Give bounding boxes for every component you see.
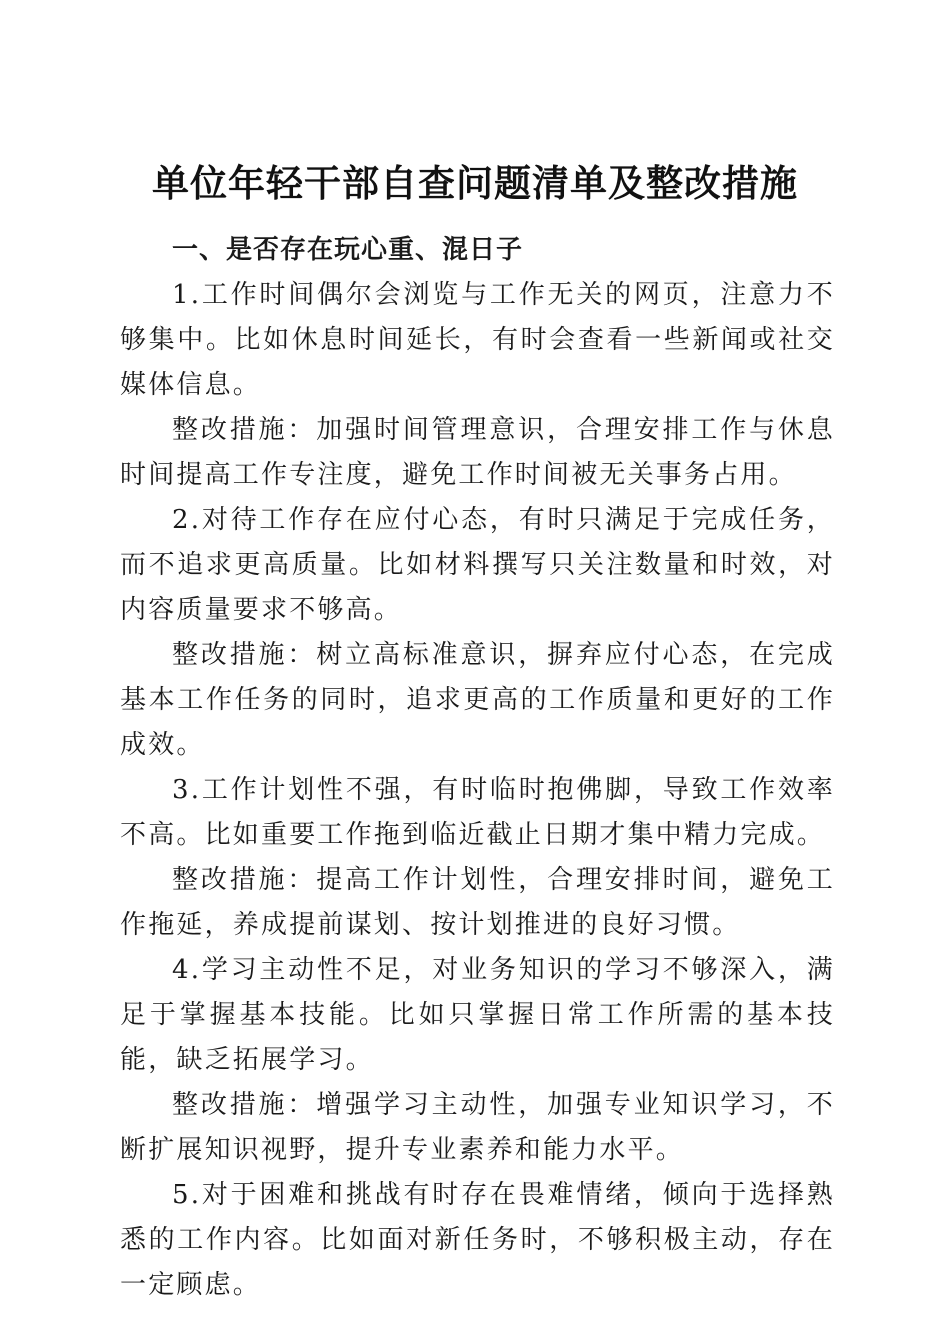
- issue-paragraph-3: 3.工作计划性不强，有时临时抱佛脚，导致工作效率不高。比如重要工作拖到临近截止日期才集中精力完成。: [120, 775, 835, 850]
- issue-paragraph-2: 2.对待工作存在应付心态，有时只满足于完成任务，而不追求更高质量。比如材料撰写只关注数量和时效，对内容质量要求不够高。: [120, 505, 835, 625]
- issue-paragraph-1: 1.工作时间偶尔会浏览与工作无关的网页，注意力不够集中。比如休息时间延长，有时会查看一些新闻或社交媒体信息。: [120, 280, 835, 400]
- document-body: [120, 228, 835, 1308]
- measure-paragraph-3: 整改措施：提高工作计划性，合理安排时间，避免工作拖延，养成提前谋划、按计划推进的良好习惯。: [120, 865, 835, 940]
- section-heading: 一、是否存在玩心重、混日子: [172, 235, 524, 265]
- measure-paragraph-4: 整改措施：增强学习主动性，加强专业知识学习，不断扩展知识视野，提升专业素养和能力水平。: [120, 1090, 835, 1165]
- measure-paragraph-1: 整改措施：加强时间管理意识，合理安排工作与休息时间提高工作专注度，避免工作时间被无关事务占用。: [120, 415, 835, 490]
- measure-paragraph-2: 整改措施：树立高标准意识，摒弃应付心态，在完成基本工作任务的同时，追求更高的工作质量和更好的工作成效。: [120, 640, 835, 760]
- issue-paragraph-5: 5.对于困难和挑战有时存在畏难情绪，倾向于选择熟悉的工作内容。比如面对新任务时，不够积极主动，存在一定顾虑。: [120, 1180, 835, 1300]
- issue-paragraph-4: 4.学习主动性不足，对业务知识的学习不够深入，满足于掌握基本技能。比如只掌握日常工作所需的基本技能，缺乏拓展学习。: [120, 955, 835, 1075]
- document-title: 单位年轻干部自查问题清单及整改措施: [152, 160, 798, 205]
